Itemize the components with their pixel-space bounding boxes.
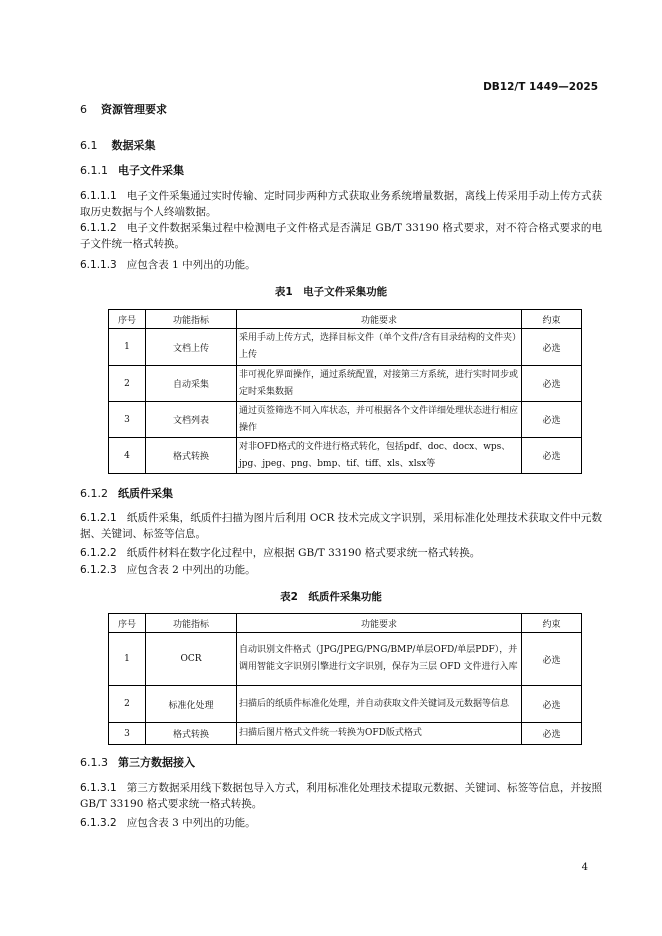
- table-row: [109, 402, 582, 438]
- section-number: 6.1.1: [80, 164, 108, 177]
- cell-index: 3: [109, 402, 146, 438]
- cell-constraint: 必选: [522, 366, 582, 402]
- section-number: 6: [80, 103, 87, 116]
- cell-constraint: 必选: [522, 686, 582, 723]
- clause-number: 6.1.2.2: [80, 547, 117, 559]
- clause-number: 6.1.3.1: [80, 782, 117, 794]
- clause-number: 6.1.1.3: [80, 259, 117, 271]
- clause-6-1-1-2: [80, 220, 602, 252]
- header-cell: 序号: [109, 310, 146, 329]
- section-number: 6.1.2: [80, 487, 108, 500]
- clause-text: 纸质件材料在数字化过程中，应根据 GB/T 33190 格式要求统一格式转换。: [126, 547, 481, 559]
- standard-code: DB12/T 1449—2025: [483, 81, 598, 93]
- page-number: 4: [581, 862, 588, 873]
- cell-requirement: 扫描后图片格式文件统一转换为OFD版式格式: [237, 723, 522, 745]
- section-6-heading: [80, 101, 167, 117]
- cell-function: 格式转换: [146, 438, 237, 474]
- header-cell: 约束: [522, 614, 582, 633]
- section-number: 6.1.3: [80, 756, 108, 769]
- cell-constraint: 必选: [522, 402, 582, 438]
- table-header-row: [109, 614, 582, 633]
- section-6-1-1-heading: [80, 162, 184, 178]
- header-cell: 功能要求: [237, 614, 522, 633]
- cell-function: 文档列表: [146, 402, 237, 438]
- cell-requirement: 对非OFD格式的文件进行格式转化，包括pdf、doc、docx、wps、jpg、jpeg、png、bmp、tif、tiff、xls、xlsx等: [237, 438, 522, 474]
- cell-function: 格式转换: [146, 723, 237, 745]
- cell-requirement: 非可视化界面操作，通过系统配置，对接第三方系统，进行实时同步或定时采集数据: [237, 366, 522, 402]
- section-6-1-heading: [80, 137, 156, 153]
- clause-text: 纸质件采集，纸质件扫描为图片后利用 OCR 技术完成文字识别，采用标准化处理技术获取文件中元数据、关键词、标签等信息。: [80, 512, 602, 540]
- section-6-1-2-heading: [80, 485, 173, 501]
- cell-index: 1: [109, 329, 146, 366]
- clause-text: 电子文件数据采集过程中检测电子文件格式是否满足 GB/T 33190 格式要求，对不符合格式要求的电子文件统一格式转换。: [80, 222, 602, 250]
- header-cell: 功能指标: [146, 310, 237, 329]
- table-row: [109, 438, 582, 474]
- clause-6-1-1-3: [80, 257, 602, 273]
- clause-6-1-2-3: [80, 562, 602, 578]
- header-cell: 约束: [522, 310, 582, 329]
- cell-constraint: 必选: [522, 438, 582, 474]
- table-2-caption: 表2 纸质件采集功能: [280, 591, 382, 603]
- cell-constraint: 必选: [522, 329, 582, 366]
- clause-6-1-2-2: [80, 545, 602, 561]
- clause-number: 6.1.2.3: [80, 564, 117, 576]
- cell-function: 文档上传: [146, 329, 237, 366]
- clause-text: 应包含表 3 中列出的功能。: [126, 817, 256, 829]
- clause-6-1-1-1: [80, 188, 602, 220]
- cell-index: 3: [109, 723, 146, 745]
- cell-requirement: 通过页签筛选不同入库状态，并可根据各个文件详细处理状态进行相应操作: [237, 402, 522, 438]
- table-row: [109, 723, 582, 745]
- section-title: 数据采集: [111, 139, 156, 152]
- cell-requirement: 扫描后的纸质件标准化处理，并自动获取文件关键词及元数据等信息: [237, 686, 522, 723]
- cell-index: 2: [109, 366, 146, 402]
- cell-function: 自动采集: [146, 366, 237, 402]
- section-title: 纸质件采集: [118, 487, 173, 500]
- cell-index: 2: [109, 686, 146, 723]
- header-cell: 功能要求: [237, 310, 522, 329]
- table-row: [109, 686, 582, 723]
- cell-function: OCR: [146, 633, 237, 686]
- cell-requirement: 采用手动上传方式，选择目标文件（单个文件/含有目录结构的文件夹）上传: [237, 329, 522, 366]
- cell-requirement: 自动识别文件格式（JPG/JPEG/PNG/BMP/单层OFD/单层PDF），并调用智能文字识别引擎进行文字识别，保存为三层 OFD 文件进行入库: [237, 633, 522, 686]
- section-6-1-3-heading: [80, 754, 195, 770]
- section-title: 第三方数据接入: [118, 756, 195, 769]
- table-header-row: [109, 310, 582, 329]
- section-number: 6.1: [80, 139, 98, 152]
- table-row: [109, 633, 582, 686]
- clause-number: 6.1.3.2: [80, 817, 117, 829]
- table-1: [108, 309, 582, 474]
- section-title: 资源管理要求: [101, 103, 167, 116]
- clause-text: 电子文件采集通过实时传输、定时同步两种方式获取业务系统增量数据，离线上传采用手动上传方式获取历史数据与个人终端数据。: [80, 190, 602, 218]
- cell-index: 1: [109, 633, 146, 686]
- cell-index: 4: [109, 438, 146, 474]
- table-row: [109, 329, 582, 366]
- header-cell: 功能指标: [146, 614, 237, 633]
- clause-text: 第三方数据采用线下数据包导入方式，利用标准化处理技术提取元数据、关键词、标签等信息，并按照 GB/T 33190 格式要求统一格式转换。: [80, 782, 602, 810]
- clause-number: 6.1.2.1: [80, 512, 117, 524]
- cell-constraint: 必选: [522, 633, 582, 686]
- clause-text: 应包含表 1 中列出的功能。: [126, 259, 256, 271]
- clause-number: 6.1.1.2: [80, 222, 117, 234]
- clause-6-1-3-1: [80, 780, 602, 812]
- clause-6-1-3-2: [80, 815, 602, 831]
- clause-number: 6.1.1.1: [80, 190, 117, 202]
- header-cell: 序号: [109, 614, 146, 633]
- clause-text: 应包含表 2 中列出的功能。: [126, 564, 256, 576]
- table-row: [109, 366, 582, 402]
- table-1-caption: 表1 电子文件采集功能: [274, 286, 388, 298]
- cell-constraint: 必选: [522, 723, 582, 745]
- clause-6-1-2-1: [80, 510, 602, 542]
- table-2: [108, 613, 582, 745]
- cell-function: 标准化处理: [146, 686, 237, 723]
- section-title: 电子文件采集: [118, 164, 184, 177]
